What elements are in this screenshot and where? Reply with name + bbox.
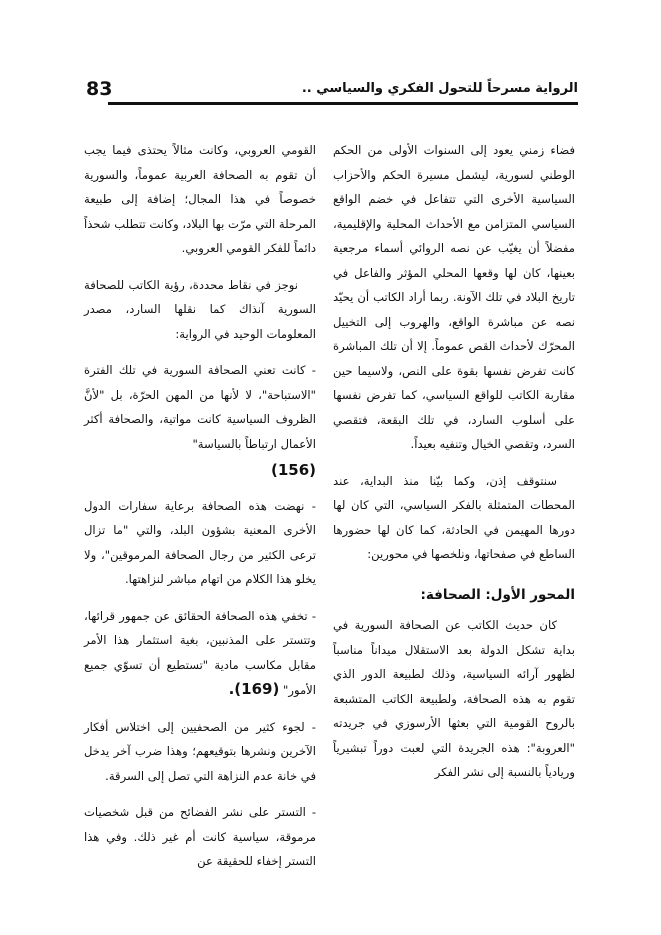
paragraph: كان حديث الكاتب عن الصحافة السورية في بداية تشكل الدولة بعد الاستقلال ميداناً مناسباً لظهور آرائه السياسية، وذلك لطبيعة الدور الذي تقوم به هذه الصحافة، ولطبيعة الكاتب المتشبعة بالروح القومية التي بعثها الأرسوزي في جريدته "العروبة": هذه الجريدة التي لعبت دوراً تبشيرياً وريادياً بالنسبة إلى نشر الفكر bbox=[333, 618, 575, 779]
list-item: - لجوء كثير من الصحفيين إلى اختلاس أفكار الآخرين ونشرها بتوقيعهم؛ وهذا ضرب آخر يدخل في خانة عدم النزاهة التي تصل إلى السرقة. bbox=[84, 719, 316, 783]
list-item bbox=[84, 604, 316, 703]
list-item: - نهضت هذه الصحافة برعاية سفارات الدول الأخرى المعنية بشؤون البلد، والتي "ما تزال ترعى الكثير من رجال الصحافة المرموقين"، ولا يخلو هذا الكلام من اتهام مباشر لنزاهتها. bbox=[84, 498, 316, 586]
citation: (156) bbox=[270, 461, 316, 479]
paragraph: نوجز في نقاط محددة، رؤية الكاتب للصحافة السورية آنذاك كما نقلها السارد، مصدر المعلومات الوحيد في الرواية: bbox=[84, 277, 316, 341]
list-item-text: - تخفي هذه الصحافة الحقائق عن جمهور قرائها، وتتستر على المذنبين، بغية استثمار هذا الأمر مقابل مكاسب مادية "تستطيع أن تسوّي جميع الأمور" bbox=[84, 608, 316, 697]
paragraph: سنتوقف إذن، وكما بيّنا منذ البداية، عند المحطات المتمثلة بالفكر السياسي، التي كان لها دورها المهيمن في الحادثة، كما كان لها حضورها الساطع في صفحاتها، ونلخصها في محورين: bbox=[333, 473, 575, 561]
header-rule bbox=[108, 102, 578, 105]
paragraph: القومي العروبي، وكانت مثالاً يحتذى فيما يجب أن تقوم به الصحافة العربية عموماً، والسورية خصوصاً في هذا المجال؛ إضافة إلى طبيعة المرحلة التي مرّت بها البلاد، وكانت تتطلب شحذاً دائماً للفكر القومي العروبي. bbox=[84, 143, 316, 255]
list-item: - كانت تعني الصحافة السورية في تلك الفترة "الاستباحة"، لا لأنها من المهن الحرّة، بل "لأنَّ الظروف السياسية كانت مواتية، والصحافة أكثر الأعمال ارتباطاً بالسياسة" bbox=[84, 363, 316, 451]
list-item: - التستر على نشر الفضائح من قبل شخصيات مرموقة، سياسية كانت أم غير ذلك. وفي هذا التستر إخفاء للحقيقة عن bbox=[84, 805, 316, 868]
right-column bbox=[333, 138, 575, 797]
citation-line bbox=[84, 458, 316, 484]
section-heading: المحور الأول: الصحافة: bbox=[420, 586, 575, 603]
page-header bbox=[78, 78, 578, 102]
page-number: 83 bbox=[86, 78, 113, 100]
citation: (169). bbox=[228, 680, 280, 698]
left-column bbox=[84, 138, 316, 886]
paragraph: فضاء زمني يعود إلى السنوات الأولى من الحكم الوطني لسورية، ليشمل مسيرة الحكم والأحزاب السياسية الأخرى التي تتفاعل في خضم الواقع السياسي المتزامن مع الأحداث المحلية والإقليمية، مفضلاً أن يغيّب عن نصه الروائي أسماء مرجعية بعينها، كان لها وقعها المحلي المؤثر والفاعل في تاريخ البلاد في تلك الآونة. ربما أراد الكاتب أن يحيّد نصه عن مباشرة الواقع، والهروب إلى التخييل المحرّك لأحداث القص عموماً. إلا أن تلك المباشرة كانت تفرض نفسها بقوة على النص، ولاسيما حين مقاربة الكاتب للواقع السياسي، كما تفرض نفسها على أسلوب السارد، في تلك البقعة، فتقصي السرد، وتقصي الخيال وتنفيه بعيداً. bbox=[333, 143, 575, 451]
running-title: الرواية مسرحاً للتحول الفكري والسياسي .. bbox=[301, 81, 578, 96]
